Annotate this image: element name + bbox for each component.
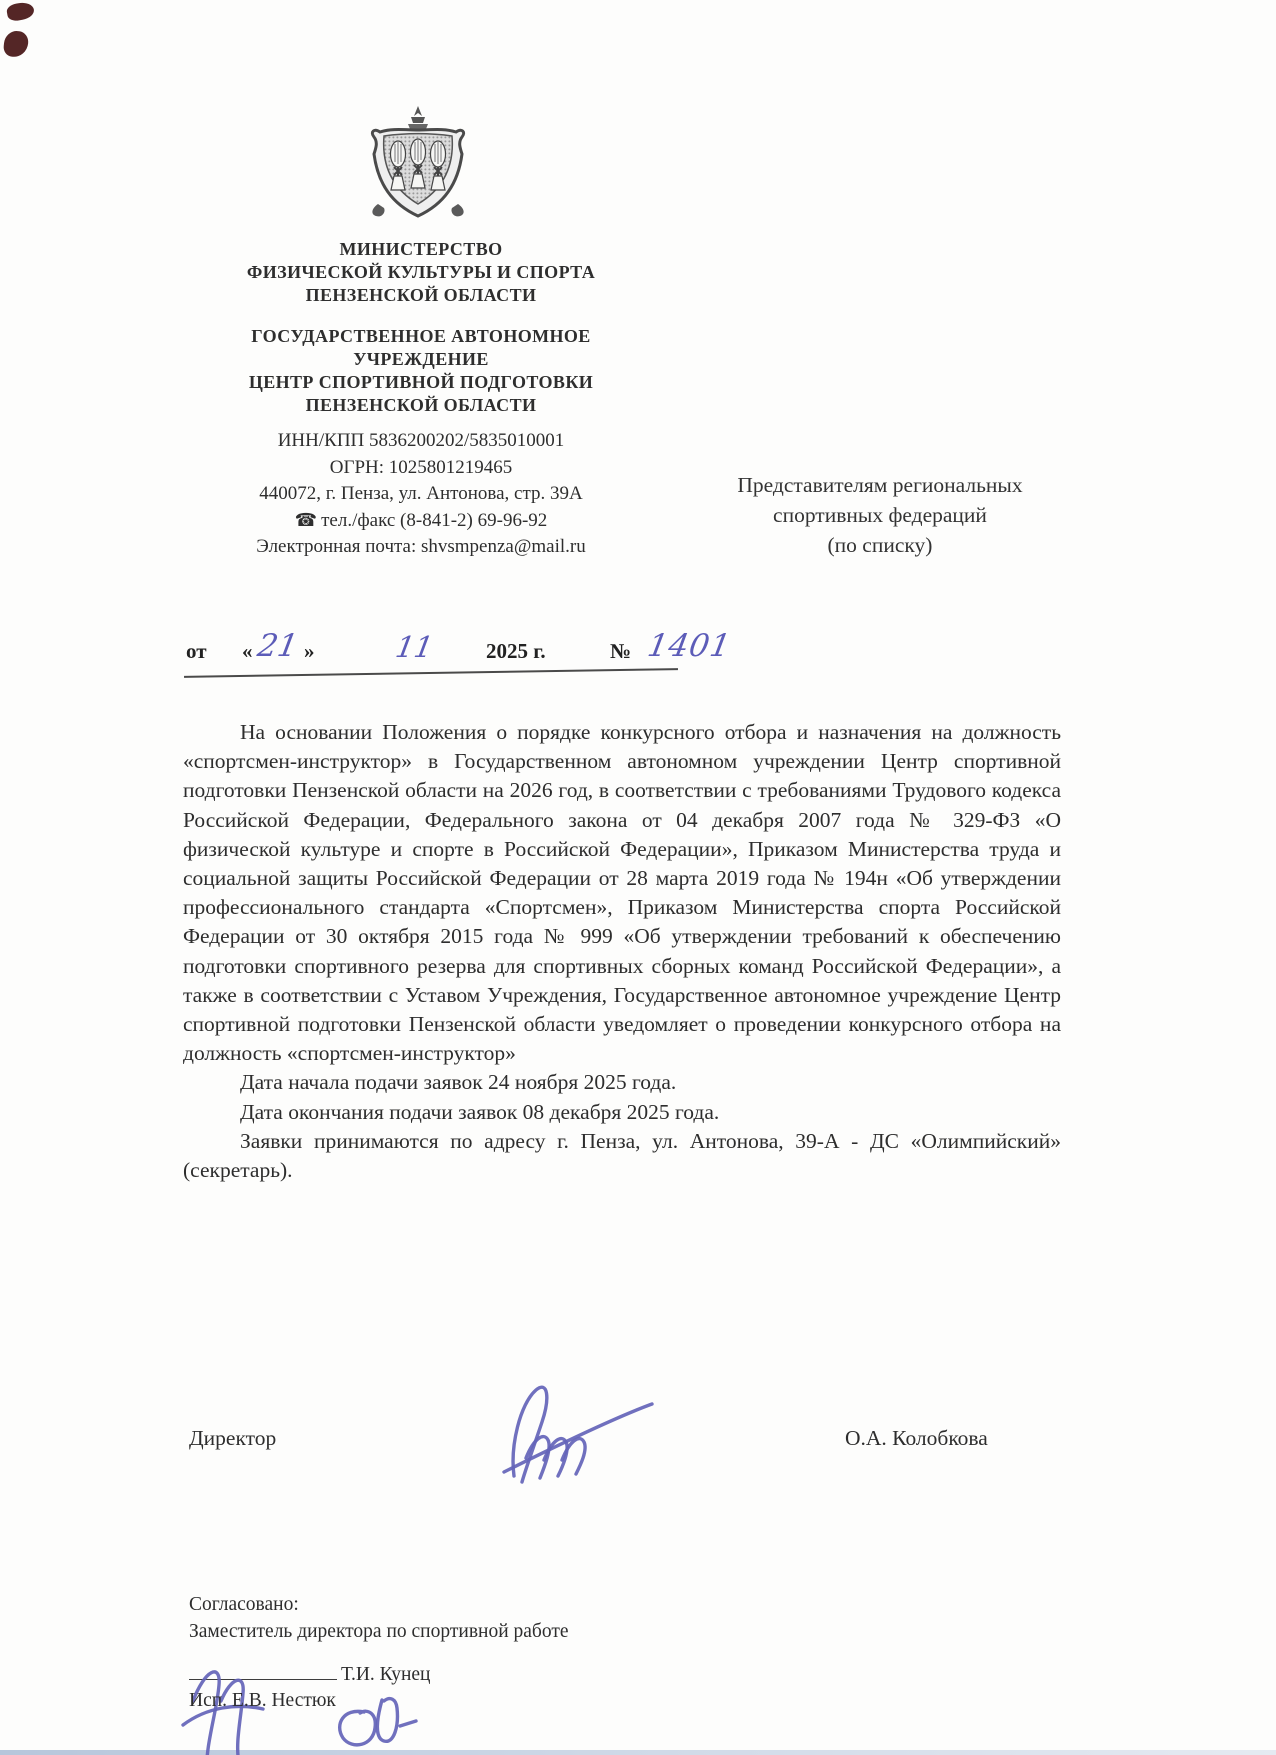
postal-address: 440072, г. Пенза, ул. Антонова, стр. 39А xyxy=(259,483,583,504)
deputy-signature-line xyxy=(189,1661,789,1688)
scan-artifact-mark xyxy=(6,1,36,22)
ministry-line: ПЕНЗЕНСКОЙ ОБЛАСТИ xyxy=(305,285,537,305)
address-paragraph: Заявки принимаются по адресу г. Пенза, ул. Антонова, 39-А - ДС «Олимпийский» (секретарь). xyxy=(183,1128,1061,1183)
number-sign: № xyxy=(610,639,632,663)
coat-of-arms-penza-icon xyxy=(364,104,472,228)
agreed-label: Согласовано: xyxy=(189,1594,299,1615)
institution-line: УЧРЕЖДЕНИЕ xyxy=(353,349,489,369)
director-name: О.А. Колобкова xyxy=(845,1426,988,1450)
close-quote: » xyxy=(304,639,315,663)
end-date-paragraph: Дата окончания подачи заявок 08 декабря 2025 года. xyxy=(240,1099,720,1124)
ministry-line: ФИЗИЧЕСКОЙ КУЛЬТУРЫ И СПОРТА xyxy=(246,262,596,282)
handwritten-month: 11 xyxy=(393,630,436,664)
recipient-line: Представителям региональных xyxy=(737,473,1023,497)
body-paragraph: На основании Положения о порядке конкурсного отбора и назначения на должность «спортсмен-инструктор» в Государственном автономном учреждении Центр спортивной подготовки Пензенской области на 2026 год, в соответствии с требованиями Трудового кодекса Российской Федерации, Федерального закона от 04 декабря 2007 года № 329-ФЗ «О физической культуре и спорте в Российской Федерации», Приказом Министерства труда и социальной защиты Российской Федерации от 28 марта 2019 года № 194н «Об утверждении профессионального стандарта «Спортсмен», Приказом Министерства спорта Российской Федерации от 30 октября 2015 года № 999 «Об утверждении требований к обеспечению подготовки спортивного резерва для спортивных сборных команд Российской Федерации», а также в соответствии с Уставом Учреждения, Государственное автономное учреждение Центр спортивной подготовки Пензенской области уведомляет о проведении конкурсного отбора на должность «спортсмен-инструктор» xyxy=(183,720,1061,1066)
start-date-paragraph: Дата начала подачи заявок 24 ноября 2025 года. xyxy=(240,1070,677,1095)
letter-body xyxy=(183,718,1061,1185)
year-label: 2025 г. xyxy=(486,639,546,663)
ministry-line: МИНИСТЕРСТВО xyxy=(339,239,503,259)
date-number-line xyxy=(186,628,735,668)
date-prefix: от xyxy=(186,639,207,663)
handwritten-number: 1401 xyxy=(644,628,735,664)
recipient-block xyxy=(688,470,1072,560)
inn-kpp: ИНН/КПП 5836200202/5835010001 xyxy=(277,430,565,451)
phone-line xyxy=(178,508,664,535)
recipient-line: (по списку) xyxy=(827,533,933,557)
ogrn: ОГРН: 1025801219465 xyxy=(329,456,513,478)
ministry-name xyxy=(178,238,664,307)
institution-line: ГОСУДАРСТВЕННОЕ АВТОНОМНОЕ xyxy=(251,326,591,346)
scan-artifact-mark xyxy=(3,30,30,58)
executor-line: Исп. Е.В. Нестюк xyxy=(189,1690,336,1711)
recipient-line: спортивных федераций xyxy=(773,503,987,527)
deputy-name: Т.И. Кунец xyxy=(341,1664,431,1685)
phone-number: тел./факс (8-841-2) 69-96-92 xyxy=(321,509,548,531)
email-line: Электронная почта: shvsmpenza@mail.ru xyxy=(256,536,586,557)
open-quote: « xyxy=(242,639,253,663)
executor-signature xyxy=(328,1686,420,1755)
institution-line: ПЕНЗЕНСКОЙ ОБЛАСТИ xyxy=(305,395,537,415)
date-line-rule xyxy=(184,668,678,678)
director-title: Директор xyxy=(189,1426,277,1450)
institution-name xyxy=(178,325,664,417)
handwritten-day: 21 xyxy=(254,628,301,664)
contact-block xyxy=(178,428,664,561)
deputy-title: Заместитель директора по спортивной работе xyxy=(189,1621,569,1642)
telephone-icon: ☎ xyxy=(294,509,318,531)
director-signature xyxy=(492,1376,662,1488)
approval-block xyxy=(189,1591,789,1688)
institution-line: ЦЕНТР СПОРТИВНОЙ ПОДГОТОВКИ xyxy=(248,372,594,392)
